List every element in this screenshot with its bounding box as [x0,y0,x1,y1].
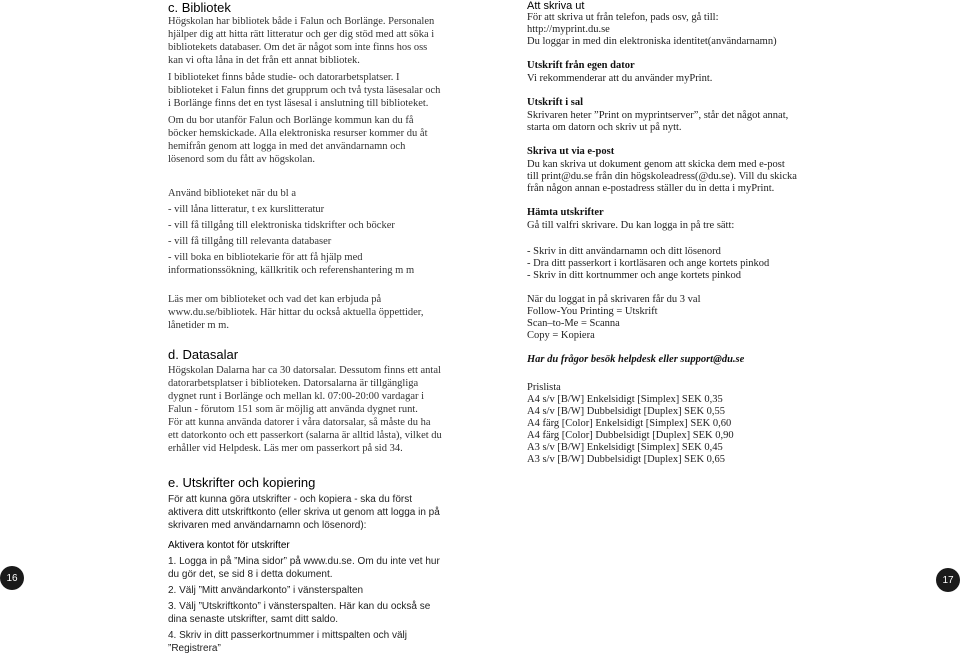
email-print-text: Du kan skriva ut dokument genom att skicka dem med e-post till print@du.se från din högskoleadress(@du.se). Vill du skicka från någon annan e-postadress ställer du in detta i myPrint. [527,159,797,194]
collect-prints-text: Gå till valfri skrivare. Du kan logga in på tre sätt: [527,220,735,231]
price-row: A3 s/v [B/W] Dubbelsidigt [Duplex] SEK 0,65 [527,454,726,465]
print-url: http://myprint.du.se [527,24,610,35]
page-number-right: 17 [936,568,960,592]
login-option: - Skriv in ditt kortnummer och ange kortets pinkod [527,270,742,281]
print-in-room-title: Utskrift i sal [527,97,583,108]
section-d-heading: d. Datasalar [168,347,239,362]
activate-step: 3. Välj ”Utskriftkonto” i vänsterspalten. Här kan du också se dina senaste utskrifter, samt ditt saldo. [168,601,431,625]
print-in-room-text: Skrivaren heter ”Print on myprintserver”, står det något annat, starta om datorn och skriv ut på nytt. [527,110,789,133]
right-column [527,0,799,466]
activate-step: 2. Välj ”Mitt användarkonto” i vänsterspalten [168,585,364,596]
print-line: För att skriva ut från telefon, pads osv, gå till: [527,12,719,23]
printer-menu-line: När du loggat in på skrivaren får du 3 val [527,294,701,305]
page-number-left: 16 [0,566,24,590]
printer-menu-line: Copy = Kopiera [527,330,595,341]
section-c-paragraph-1: Högskolan har bibliotek både i Falun och Borlänge. Personalen hjälper dig att hitta rätt litteratur och ger dig stöd med att söka i bibliotekets databaser. Om det är något som inte finns hos oss kan vi ofta låna in det från ett annat bibliotek. [168,16,435,66]
helpdesk-note: Har du frågor besök helpdesk eller support@du.se [527,354,745,365]
email-print-title: Skriva ut via e-post [527,146,615,157]
printer-menu-line: Follow-You Printing = Utskrift [527,306,658,317]
library-use-item: - vill boka en bibliotekarie för att få hjälp med informationssökning, källkritik och referenshantering m m [168,252,415,276]
login-option: - Dra ditt passerkort i kortläsaren och ange kortets pinkod [527,258,770,269]
price-row: A4 s/v [B/W] Enkelsidigt [Simplex] SEK 0,35 [527,394,723,405]
collect-prints-title: Hämta utskrifter [527,207,604,218]
login-option: - Skriv in ditt användarnamn och ditt lösenord [527,246,721,257]
print-line: Du loggar in med din elektroniska identitet(användarnamn) [527,36,777,47]
print-heading: Att skriva ut [527,0,585,12]
library-use-intro: Använd biblioteket när du bl a [168,188,297,199]
library-use-item: - vill få tillgång till relevanta databaser [168,236,332,247]
price-row: A3 s/v [B/W] Enkelsidigt [Simplex] SEK 0,45 [527,442,723,453]
printer-menu-line: Scan–to-Me = Scanna [527,318,620,329]
section-c-paragraph-2: I biblioteket finns både studie- och datorarbetsplatser. I biblioteket i Falun finns det grupprum och två tysta läsesalar och i Borlänge finns det en tyst läsesal i anslutning till biblioteket. [168,72,441,109]
price-row: A4 färg [Color] Enkelsidigt [Simplex] SEK 0,60 [527,418,732,429]
section-c-paragraph-3: Om du bor utanför Falun och Borlänge kommun kan du få böcker hemskickade. Alla elektroniska resurser kommer du åt hemifrån genom att logga in med det användarnamn och lösenord som du fått av högskolan. [168,115,428,165]
activate-step: 4. Skriv in ditt passerkortnummer i mittspalten och välj ”Registrera” [168,630,407,654]
section-d-paragraph-2: För att kunna använda datorer i våra datorsalar, så måste du ha ett datorkonto och ett passerkort (salarna är alltid låsta), vilket du erhåller vid Helpdesk. Läs mer om passerkort på sid 34. [168,417,442,454]
section-e-paragraph-1: För att kunna göra utskrifter - och kopiera - ska du först aktivera ditt utskriftkonto (eller skriva ut genom att logga in på skrivaren med användarnamn och lösenord): [168,494,440,531]
own-computer-text: Vi rekommenderar att du använder myPrint. [527,73,713,84]
library-use-item: - vill få tillgång till elektroniska tidskrifter och böcker [168,220,395,231]
price-row: A4 färg [Color] Dubbelsidigt [Duplex] SEK 0,90 [527,430,734,441]
section-c-heading: c. Bibliotek [168,0,231,15]
section-d-paragraph-1: Högskolan Dalarna har ca 30 datorsalar. Dessutom finns ett antal datorarbetsplatser i biblioteken. Datorsalarna är tillgängliga dygnet runt i Borlänge och mellan kl. 07:00-20:00 vardagar i Falun - förutom 151 som är möjlig att använda dygnet runt. [168,365,441,415]
price-list-title: Prislista [527,382,561,393]
own-computer-title: Utskrift från egen dator [527,60,635,71]
price-row: A4 s/v [B/W] Dubbelsidigt [Duplex] SEK 0,55 [527,406,726,417]
section-e-heading: e. Utskrifter och kopiering [168,475,316,490]
activate-step: 1. Logga in på ”Mina sidor” på www.du.se. Om du inte vet hur du gör det, se sid 8 i detta dokument. [168,556,440,580]
library-more-info: Läs mer om biblioteket och vad det kan erbjuda på www.du.se/bibliotek. Här hittar du också aktuella öppettider, lånetider m m. [168,294,424,331]
activate-account-subheading: Aktivera kontot för utskrifter [168,540,290,551]
left-column [168,0,442,655]
library-use-item: - vill låna litteratur, t ex kurslitteratur [168,204,325,215]
